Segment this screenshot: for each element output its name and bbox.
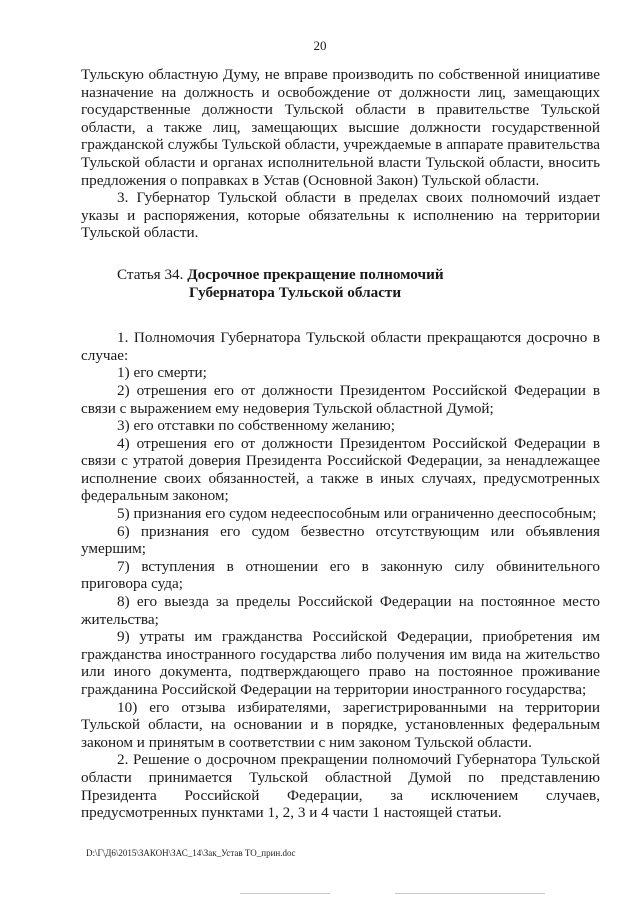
footer-file-path: D:\Г\Д6\2015\ЗАКОН\ЗАС_14\Зак_Устав ТО_прин.doc bbox=[86, 848, 296, 858]
clause-1-item: 6) признания его судом безвестно отсутствующим или объявления умершим; bbox=[81, 522, 600, 558]
clause-1-item: 5) признания его судом недееспособным или ограниченно дееспособным; bbox=[117, 505, 597, 523]
clause-1-item: 8) его выезда за пределы Российской Федерации на постоянное место жительства; bbox=[81, 593, 600, 628]
clause-1-item: 1) его смерти; bbox=[117, 364, 207, 382]
continuation-paragraph: Тульскую областную Думу, не вправе производить по собственной инициативе назначение на должность и освобождение от должности лиц, замещающих государственные должности Тульской области в правительстве Тульской области, а также лиц, замещающих высшие должности государственной гражданской службы Тульской области, учреждаемые в аппарате правительства Тульской области и органах исполнительной власти Тульской области, вносить предложения о поправках в Устав (Основной Закон) Тульской области. bbox=[81, 66, 600, 189]
clause-1-item: 2) отрешения его от должности Президентом Российской Федерации в связи с выражением ему недоверия Тульской областной Думой; bbox=[81, 381, 600, 417]
clause-1-item: 3) его отставки по собственному желанию; bbox=[117, 417, 395, 435]
document-body bbox=[81, 66, 600, 822]
article-label: Статья 34. bbox=[117, 265, 184, 283]
clause-2-paragraph: 2. Решение о досрочном прекращении полномочий Губернатора Тульской области принимается Тульской областной Думой по представлению Президента Российской Федерации, за исключением случаев, предусмотренных пунктами 1, 2, 3 и 4 части 1 настоящей статьи. bbox=[81, 751, 600, 822]
article-title-line-2: Губернатора Тульской области bbox=[189, 283, 402, 301]
article-heading bbox=[117, 266, 600, 301]
article-title-line-1: Досрочное прекращение полномочий bbox=[187, 265, 444, 283]
page-number: 20 bbox=[313, 38, 327, 53]
scan-artifact-line bbox=[240, 893, 330, 894]
scan-artifact-line bbox=[395, 893, 545, 894]
clause-1-item: 10) его отзыва избирателями, зарегистрированными на территории Тульской области, на основании и в порядке, установленных федеральным законом и принятым в соответствии с ним законом Тульской области. bbox=[81, 698, 600, 751]
clause-1-item: 7) вступления в отношении его в законную силу обвинительного приговора суда; bbox=[81, 557, 600, 593]
clause-1-item: 9) утраты им гражданства Российской Федерации, приобретения им гражданства иностранного государства либо получения им вида на жительство или иного документа, подтверждающего право на постоянное проживание гражданина Российской Федерации на территории иностранного государства; bbox=[81, 628, 600, 698]
point-3-paragraph: 3. Губернатор Тульской области в пределах своих полномочий издает указы и распоряжения, которые обязательны к исполнению на территории Тульской области. bbox=[81, 189, 600, 242]
clause-1-intro: 1. Полномочия Губернатора Тульской области прекращаются досрочно в случае: bbox=[81, 329, 600, 364]
clause-1-item: 4) отрешения его от должности Президентом Российской Федерации в связи с утратой доверия Президента Российской Федерации, за ненадлежащее исполнение своих обязанностей, а также в иных случаях, предусмотренных федеральным законом; bbox=[81, 434, 600, 505]
